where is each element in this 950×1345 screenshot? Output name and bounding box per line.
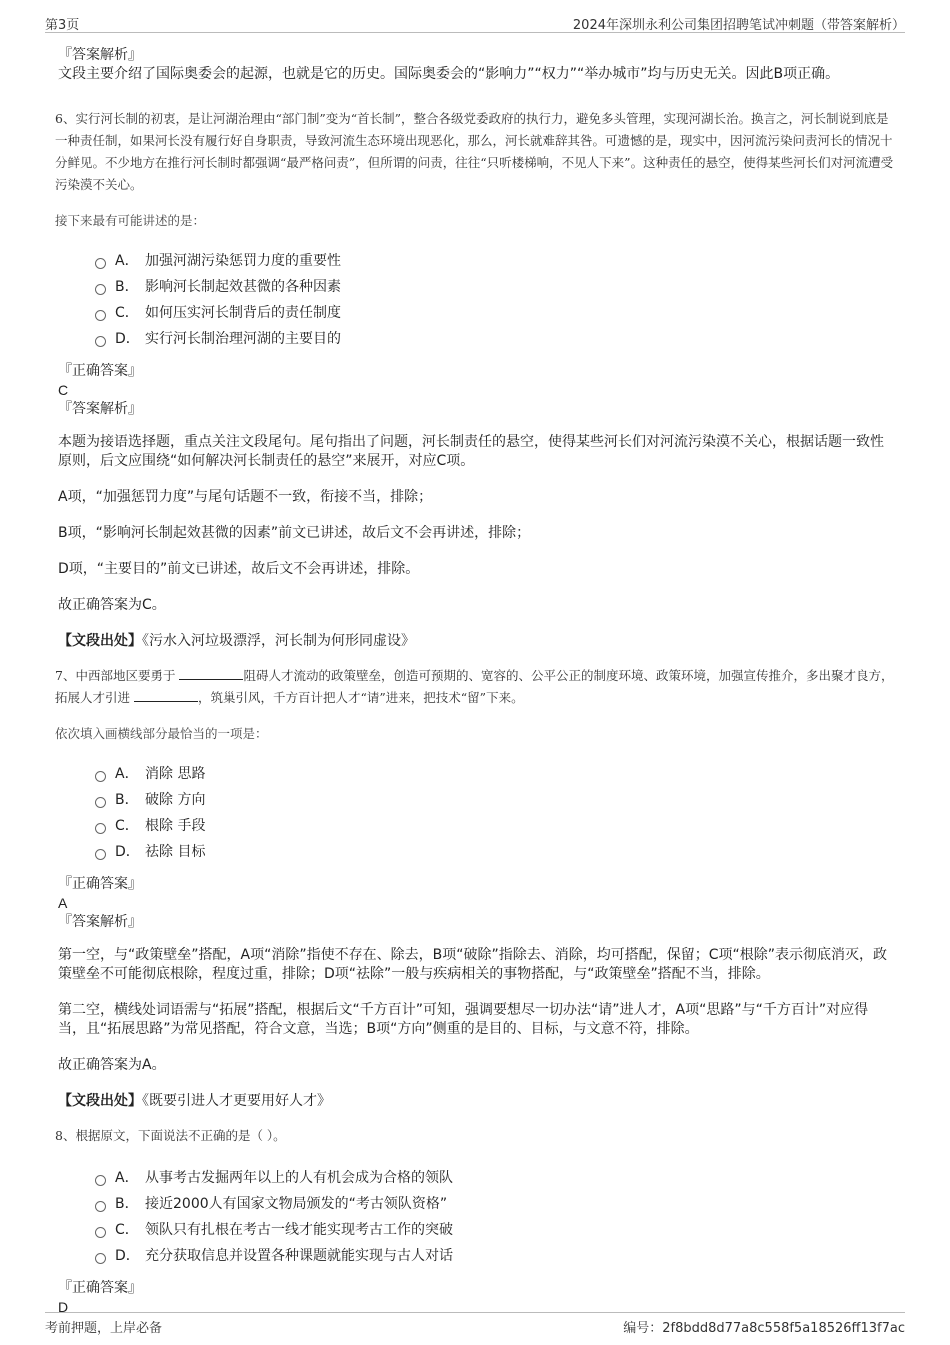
radio-icon[interactable] [95,1175,106,1186]
q7-prompt: 依次填入画横线部分最恰当的一项是： [55,726,268,741]
q8-options [95,1165,895,1269]
q7-analysis-3: 故正确答案为A。 [58,1057,166,1073]
blank-1[interactable] [179,665,243,680]
correct-answer-label: 『正确答案』 [58,876,142,892]
q6-source: 【文段出处】《污水入河垃圾漂浮，河长制为何形同虚设》 [58,633,415,649]
q6-analysis-5: 故正确答案为C。 [58,597,166,613]
q7-option-b[interactable]: B． 破除 方向 [95,787,895,813]
document-id: 编号：2f8bdd8d77a8c558f5a18526ff13f7ac [623,1321,905,1336]
radio-icon[interactable] [95,1227,106,1238]
document-body [55,46,895,1317]
q8-option-c[interactable]: C． 领队只有扎根在考古一线才能实现考古工作的突破 [95,1217,895,1243]
q7-answer: A [58,895,68,911]
q6-analysis-2: A项，“加强惩罚力度”与尾句话题不一致，衔接不当，排除； [58,489,433,505]
q6-answer: C [58,382,69,398]
q6-option-c[interactable]: C． 如何压实河长制背后的责任制度 [95,300,895,326]
q7-option-a[interactable]: A． 消除 思路 [95,761,895,787]
radio-icon[interactable] [95,310,106,321]
q7-source: 【文段出处】《既要引进人才更要用好人才》 [58,1093,331,1109]
page-number: 第3页 [45,18,80,33]
footer-slogan: 考前押题，上岸必备 [45,1321,163,1336]
q8-answer: D [58,1299,69,1315]
q6-analysis-4: D项，“主要目的”前文已讲述，故后文不会再讲述，排除。 [58,561,420,577]
q7-option-d[interactable]: D． 祛除 目标 [95,839,895,865]
q7-options [95,761,895,865]
q6-stem: 6、实行河长制的初衷，是让河湖治理由“部门制”变为“首长制”，整合各级党委政府的执行力，避免多头管理，实现河湖长治。换言之，河长制说到底是一种责任制，如果河长没有履行好自身职责，导致河流生态环境出现恶化，那么，河长就难辞其咎。可遗憾的是，现实中，因河流污染问责河长的情况十分鲜见。不少地方在推行河长制时都强调“最严格问责”，但所谓的问责，往往“只听楼梯响，不见人下来”。这种责任的悬空，使得某些河长们对河流遭受污染漠不关心。 [55,111,894,192]
q6-prompt: 接下来最有可能讲述的是： [55,213,206,228]
radio-icon[interactable] [95,823,106,834]
blank-2[interactable] [134,687,198,702]
q7-analysis-1: 第一空，与“政策壁垒”搭配，A项“消除”指使不存在、除去，B项“破除”指除去、消除，均可搭配，保留；C项“根除”表示彻底消灭，政策壁垒不可能彻底根除，程度过重，排除；D项“祛除”一般与疾病相关的事物搭配，与“政策壁垒”搭配不当，排除。 [58,947,887,982]
q8-option-a[interactable]: A． 从事考古发掘两年以上的人有机会成为合格的领队 [95,1165,895,1191]
q8-option-b[interactable]: B． 接近2000人有国家文物局颁发的“考古领队资格” [95,1191,895,1217]
q6-option-b[interactable]: B． 影响河长制起效甚微的各种因素 [95,274,895,300]
correct-answer-label: 『正确答案』 [58,1280,142,1296]
q7-analysis-2: 第二空，横线处词语需与“拓展”搭配，根据后文“千方百计”可知，强调要想尽一切办法“请”进人才，A项“思路”与“千方百计”对应得当，且“拓展思路”为常见搭配，符合文意，当选；B项“方向”侧重的是目的、目标，与文意不符，排除。 [58,1002,869,1037]
q5-analysis: 文段主要介绍了国际奥委会的起源，也就是它的历史。国际奥委会的“影响力”“权力”“举办城市”均与历史无关。因此B项正确。 [58,66,840,82]
q8-option-d[interactable]: D． 充分获取信息并设置各种课题就能实现与古人对话 [95,1243,895,1269]
correct-answer-label: 『正确答案』 [58,363,142,379]
q7-stem: 7、中西部地区要勇于 阻碍人才流动的政策壁垒，创造可预期的、宽容的、公平公正的制度环境、政策环境，加强宣传推介，多出聚才良方，拓展人才引进 ，筑巢引风，千方百计把人才“请”进来，把技术“留”下来。 [55,665,895,709]
q6-options [95,248,895,352]
q8-stem: 8、根据原文，下面说法不正确的是（ ）。 [55,1128,286,1143]
radio-icon[interactable] [95,771,106,782]
analysis-label: 『答案解析』 [58,914,142,930]
q6-option-a[interactable]: A． 加强河湖污染惩罚力度的重要性 [95,248,895,274]
q7-option-c[interactable]: C． 根除 手段 [95,813,895,839]
radio-icon[interactable] [95,258,106,269]
q6-option-d[interactable]: D． 实行河长制治理河湖的主要目的 [95,326,895,352]
radio-icon[interactable] [95,1253,106,1264]
radio-icon[interactable] [95,849,106,860]
page-footer [45,1312,905,1337]
radio-icon[interactable] [95,1201,106,1212]
radio-icon[interactable] [95,336,106,347]
radio-icon[interactable] [95,797,106,808]
analysis-label: 『答案解析』 [58,47,142,63]
document-title: 2024年深圳永利公司集团招聘笔试冲刺题（带答案解析） [572,18,905,33]
q6-analysis-1: 本题为接语选择题，重点关注文段尾句。尾句指出了问题，河长制责任的悬空，使得某些河长们对河流污染漠不关心，根据话题一致性原则，后文应围绕“如何解决河长制责任的悬空”来展开，对应C项。 [58,434,884,469]
q6-analysis-3: B项，“影响河长制起效甚微的因素”前文已讲述，故后文不会再讲述，排除； [58,525,531,541]
analysis-label: 『答案解析』 [58,401,142,417]
page-header [45,12,905,33]
radio-icon[interactable] [95,284,106,295]
